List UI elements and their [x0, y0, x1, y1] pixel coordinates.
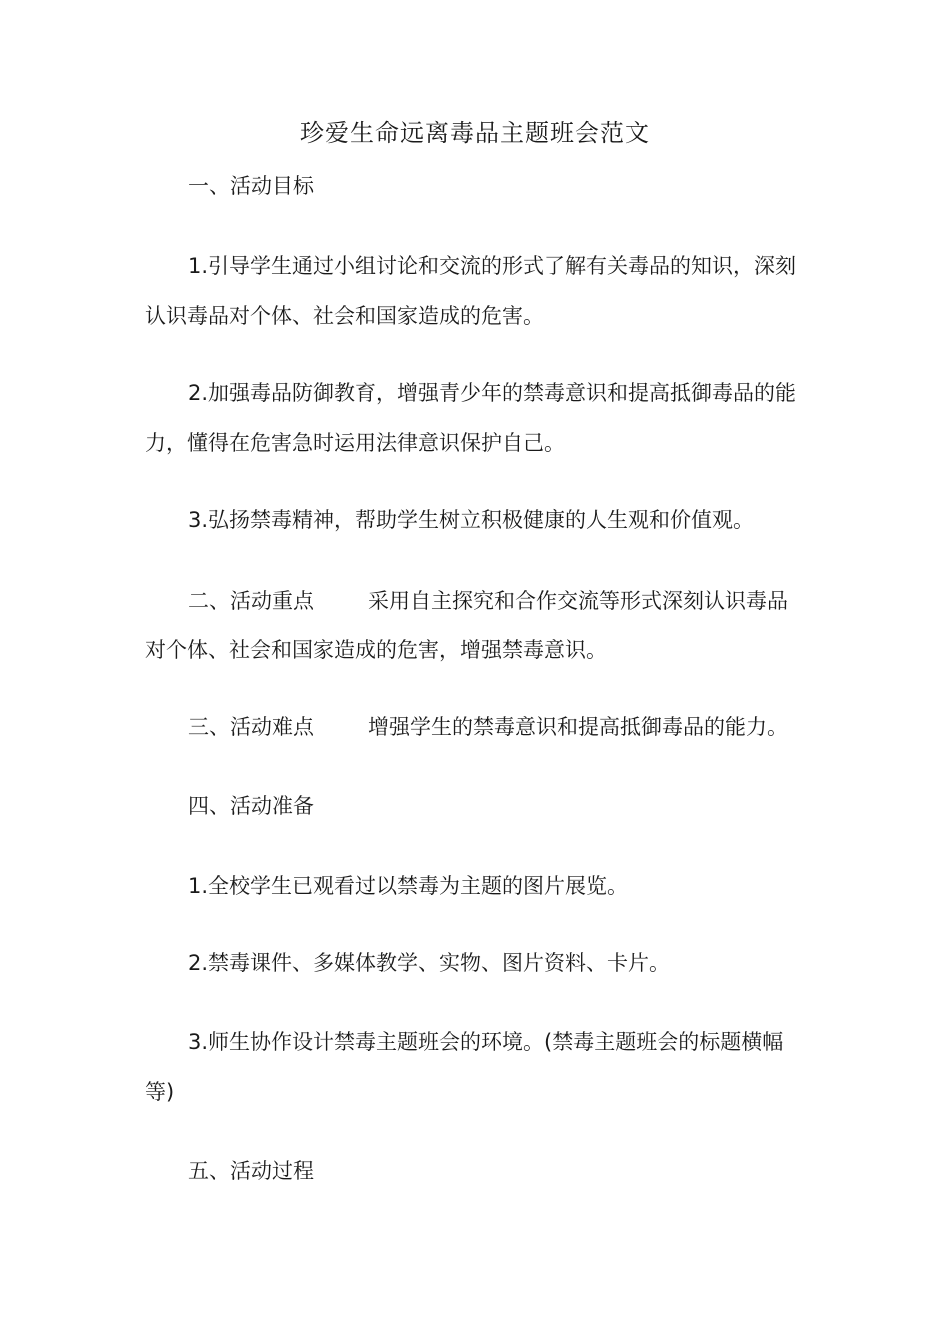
- key-points-text-line-2: 对个体、社会和国家造成的危害，增强禁毒意识。: [145, 638, 607, 662]
- difficulties-text: 增强学生的禁毒意识和提高抵御毒品的能力。: [368, 715, 788, 739]
- prep-item-1: 1.全校学生已观看过以禁毒为主题的图片展览。: [188, 874, 629, 898]
- goal-2-line-2: 力，懂得在危害急时运用法律意识保护自己。: [145, 431, 565, 455]
- key-points-text-line-1: 采用自主探究和合作交流等形式深刻认识毒品: [368, 589, 788, 613]
- section-difficulties: [188, 704, 868, 750]
- goal-1-line-1: 1.引导学生通过小组讨论和交流的形式了解有关毒品的知识，深刻: [188, 254, 797, 278]
- prep-item-2: 2.禁毒课件、多媒体教学、实物、图片资料、卡片。: [188, 951, 671, 975]
- goal-2-line-1: 2.加强毒品防御教育，增强青少年的禁毒意识和提高抵御毒品的能: [188, 381, 797, 405]
- section-heading-preparation: 四、活动准备: [188, 794, 314, 818]
- prep-item-3-line-1: 3.师生协作设计禁毒主题班会的环境。(禁毒主题班会的标题横幅: [188, 1030, 784, 1054]
- section-key-points-line-1: [188, 578, 868, 624]
- prep-item-3-line-2: 等): [145, 1080, 175, 1104]
- goal-1-line-2: 认识毒品对个体、社会和国家造成的危害。: [145, 304, 544, 328]
- section-heading-key-points: 二、活动重点: [188, 589, 314, 613]
- section-heading-process: 五、活动过程: [188, 1159, 314, 1183]
- document-title: 珍爱生命远离毒品主题班会范文: [300, 119, 650, 147]
- section-heading-goals: 一、活动目标: [188, 174, 314, 198]
- goal-3: 3.弘扬禁毒精神，帮助学生树立积极健康的人生观和价值观。: [188, 508, 755, 532]
- section-heading-difficulties: 三、活动难点: [188, 715, 314, 739]
